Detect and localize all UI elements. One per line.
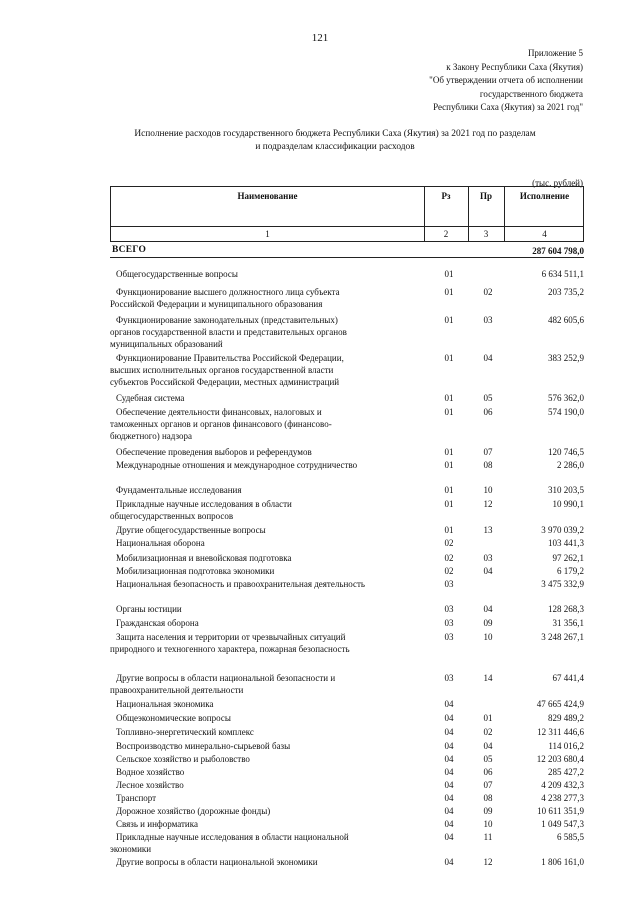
row-name-line: Другие вопросы в области национальной безопасности и: [116, 673, 336, 683]
row-name: [110, 352, 430, 388]
document-title: [100, 128, 570, 154]
row-name-line: Дорожное хозяйство (дорожные фонды): [116, 806, 271, 816]
row-rz: 04: [444, 741, 454, 751]
row-name-line: Национальная экономика: [116, 699, 214, 709]
row-execution: 4 238 277,3: [541, 793, 584, 803]
row-rz: 01: [444, 447, 454, 457]
row-pr: 06: [483, 407, 493, 417]
row-execution: 1 049 547,3: [541, 819, 584, 829]
row-execution: 103 441,3: [548, 538, 584, 548]
row-execution: 6 585,5: [557, 832, 584, 842]
column-number: 2: [443, 229, 449, 239]
row-name: [110, 831, 430, 855]
row-pr: 10: [483, 819, 493, 829]
row-name-line: Водное хозяйство: [116, 767, 185, 777]
row-pr: 08: [483, 793, 493, 803]
row-name: [110, 856, 430, 868]
row-name: [110, 552, 430, 564]
header-rz: Рз: [441, 191, 451, 201]
row-pr: 01: [483, 713, 493, 723]
row-rz: 04: [444, 699, 454, 709]
row-name-line: Мобилизационная подготовка экономики: [116, 566, 275, 576]
header-name: Наименование: [237, 191, 298, 201]
row-name-line: Органы юстиции: [116, 604, 182, 614]
row-execution: 114 016,2: [548, 741, 584, 751]
header-execution: Исполнение: [519, 191, 570, 201]
row-execution: 482 605,6: [548, 315, 584, 325]
row-rz: 01: [444, 525, 454, 535]
row-rz: 04: [444, 754, 454, 764]
row-pr: 14: [483, 673, 493, 683]
row-name: [110, 753, 430, 765]
row-name-line: Защита населения и территории от чрезвычайных ситуаций: [116, 632, 346, 642]
row-pr: 10: [483, 632, 493, 642]
row-name: [110, 698, 430, 710]
row-name: [110, 524, 430, 536]
appendix-line: к Закону Республики Саха (Якутия): [446, 61, 583, 72]
row-pr: 02: [483, 287, 493, 297]
row-rz: 01: [444, 353, 454, 363]
row-name-line: таможенных органов и органов финансового (финансово-: [110, 419, 332, 429]
row-execution: 4 209 432,3: [541, 780, 584, 790]
row-rz: 02: [444, 553, 454, 563]
row-execution: 97 262,1: [552, 553, 584, 563]
row-execution: 12 203 680,4: [536, 754, 584, 764]
row-name: [110, 498, 430, 522]
row-rz: 03: [444, 618, 454, 628]
row-pr: 12: [483, 857, 493, 867]
row-rz: 03: [444, 632, 454, 642]
row-name-line: высших исполнительных органов государственной власти: [110, 365, 334, 375]
row-execution: 383 252,9: [548, 353, 584, 363]
row-name: [110, 726, 430, 738]
row-rz: 01: [444, 485, 454, 495]
row-name-line: Функционирование высшего должностного лица субъекта: [116, 287, 340, 297]
row-execution: 31 356,1: [552, 618, 584, 628]
row-execution: 47 665 424,9: [536, 699, 584, 709]
row-execution: 6 634 511,1: [541, 269, 584, 279]
row-pr: 06: [483, 767, 493, 777]
row-pr: 03: [483, 553, 493, 563]
row-pr: 09: [483, 618, 493, 628]
row-name-line: экономики: [110, 844, 152, 854]
row-pr: 04: [483, 566, 493, 576]
row-pr: 10: [483, 485, 493, 495]
row-rz: 01: [444, 393, 454, 403]
row-name-line: Национальная безопасность и правоохранительная деятельность: [116, 579, 366, 589]
row-name-line: Обеспечение проведения выборов и референдумов: [116, 447, 312, 457]
row-pr: 07: [483, 780, 493, 790]
row-execution: 310 203,5: [548, 485, 584, 495]
table-header: [110, 186, 584, 242]
row-name: [110, 286, 430, 310]
row-name-line: муниципальных образований: [110, 339, 223, 349]
row-execution: 67 441,4: [552, 673, 584, 683]
row-name-line: Мобилизационная и вневойсковая подготовка: [116, 553, 292, 563]
row-name-line: Другие общегосударственные вопросы: [116, 525, 266, 535]
row-rz: 04: [444, 819, 454, 829]
row-name: [110, 484, 430, 496]
row-name-line: Функционирование законодательных (представительных): [116, 315, 338, 325]
total-underline: [110, 257, 584, 258]
row-rz: 02: [444, 566, 454, 576]
row-name-line: Международные отношения и международное сотрудничество: [116, 460, 358, 470]
row-execution: 1 806 161,0: [541, 857, 584, 867]
appendix-note: [323, 47, 583, 115]
row-execution: 829 489,2: [548, 713, 584, 723]
row-rz: 04: [444, 727, 454, 737]
row-name: [110, 617, 430, 629]
row-name: [110, 792, 430, 804]
row-execution: 6 179,2: [557, 566, 584, 576]
title-line: Исполнение расходов государственного бюджета Республики Саха (Якутия) за 2021 год по разделам: [134, 129, 536, 139]
row-pr: 04: [483, 353, 493, 363]
row-name-line: правоохранительной деятельности: [110, 685, 244, 695]
row-name-line: Функционирование Правительства Российской Федерации,: [116, 353, 344, 363]
row-name-line: Национальная оборона: [116, 538, 205, 548]
row-name-line: Лесное хозяйство: [116, 780, 184, 790]
total-label: ВСЕГО: [112, 245, 147, 255]
row-rz: 01: [444, 315, 454, 325]
row-name-line: бюджетного) надзора: [110, 431, 192, 441]
row-execution: 285 427,2: [548, 767, 584, 777]
row-rz: 04: [444, 780, 454, 790]
row-name: [110, 565, 430, 577]
row-pr: 05: [483, 393, 493, 403]
row-pr: 07: [483, 447, 493, 457]
row-pr: 04: [483, 741, 493, 751]
appendix-line: Приложение 5: [527, 48, 583, 58]
row-name: [110, 537, 430, 549]
row-rz: 03: [444, 673, 454, 683]
row-name-line: Судебная система: [116, 393, 185, 403]
header-divider: [111, 226, 583, 227]
row-pr: 03: [483, 315, 493, 325]
row-execution: 3 475 332,9: [541, 579, 584, 589]
unit-note: (тыс. рублей): [532, 178, 583, 188]
row-pr: 08: [483, 460, 493, 470]
row-rz: 01: [444, 460, 454, 470]
row-name: [110, 672, 430, 696]
row-name: [110, 406, 430, 442]
row-name: [110, 740, 430, 752]
row-name-line: Фундаментальные исследования: [116, 485, 242, 495]
row-rz: 03: [444, 579, 454, 589]
row-name-line: Прикладные научные исследования в области: [116, 499, 292, 509]
row-rz: 04: [444, 793, 454, 803]
row-execution: 10 611 351,9: [537, 806, 584, 816]
row-name: [110, 818, 430, 830]
row-rz: 04: [444, 767, 454, 777]
row-name-line: Транспорт: [116, 793, 157, 803]
row-name: [110, 603, 430, 615]
row-pr: 11: [483, 832, 493, 842]
column-number: 3: [483, 229, 489, 239]
row-execution: 2 286,0: [557, 460, 584, 470]
row-pr: 02: [483, 727, 493, 737]
row-name-line: органов государственной власти и представительных органов: [110, 327, 347, 337]
row-rz: 01: [444, 269, 454, 279]
row-name-line: Топливно-энергетический комплекс: [116, 727, 254, 737]
appendix-line: Республики Саха (Якутия) за 2021 год": [433, 102, 583, 112]
row-execution: 3 970 039,2: [541, 525, 584, 535]
row-rz: 04: [444, 713, 454, 723]
row-name: [110, 805, 430, 817]
row-execution: 128 268,3: [548, 604, 584, 614]
row-name-line: общегосударственных вопросов: [110, 511, 234, 521]
row-name-line: природного и техногенного характера, пожарная безопасность: [110, 644, 350, 654]
header-pr: Пр: [479, 191, 492, 201]
row-pr: 09: [483, 806, 493, 816]
row-name-line: Прикладные научные исследования в области национальной: [116, 832, 349, 842]
row-name-line: Другие вопросы в области национальной экономики: [116, 857, 318, 867]
row-name-line: Общегосударственные вопросы: [116, 269, 238, 279]
row-name-line: Связь и информатика: [116, 819, 198, 829]
row-pr: 13: [483, 525, 493, 535]
row-rz: 04: [444, 857, 454, 867]
appendix-line: "Об утверждении отчета об исполнении: [429, 75, 583, 85]
row-name-line: субъектов Российской Федерации, местных администраций: [110, 377, 340, 387]
row-rz: 01: [444, 407, 454, 417]
row-name: [110, 446, 430, 458]
row-name: [110, 712, 430, 724]
row-name: [110, 268, 430, 280]
row-pr: 05: [483, 754, 493, 764]
total-value: 287 604 798,0: [532, 246, 584, 256]
row-rz: 01: [444, 287, 454, 297]
row-execution: 3 248 267,1: [541, 632, 584, 642]
row-name: [110, 766, 430, 778]
row-pr: 04: [483, 604, 493, 614]
row-name: [110, 631, 430, 655]
page-number: 121: [311, 32, 329, 44]
row-name-line: Обеспечение деятельности финансовых, налоговых и: [116, 407, 322, 417]
row-rz: 04: [444, 806, 454, 816]
row-name: [110, 392, 430, 404]
row-execution: 10 990,1: [552, 499, 584, 509]
column-number: 1: [265, 229, 270, 239]
row-execution: 12 311 446,6: [537, 727, 584, 737]
row-rz: 03: [444, 604, 454, 614]
row-rz: 04: [444, 832, 454, 842]
row-rz: 02: [444, 538, 454, 548]
row-name-line: Воспроизводство минерально-сырьевой базы: [116, 741, 291, 751]
row-execution: 203 735,2: [548, 287, 584, 297]
row-name-line: Общеэкономические вопросы: [116, 713, 231, 723]
appendix-line: государственного бюджета: [479, 88, 583, 99]
row-name-line: Сельское хозяйство и рыболовство: [116, 754, 250, 764]
title-line: и подразделам классификации расходов: [255, 142, 415, 152]
row-pr: 12: [483, 499, 493, 509]
row-name-line: Российской Федерации и муниципального образования: [110, 299, 323, 309]
row-name: [110, 459, 430, 471]
row-execution: 120 746,5: [548, 447, 584, 457]
row-execution: 574 190,0: [548, 407, 584, 417]
row-execution: 576 362,0: [548, 393, 584, 403]
row-name: [110, 578, 430, 590]
row-rz: 01: [444, 499, 454, 509]
row-name: [110, 779, 430, 791]
column-number: 4: [542, 229, 547, 239]
row-name: [110, 314, 430, 350]
row-name-line: Гражданская оборона: [116, 618, 199, 628]
